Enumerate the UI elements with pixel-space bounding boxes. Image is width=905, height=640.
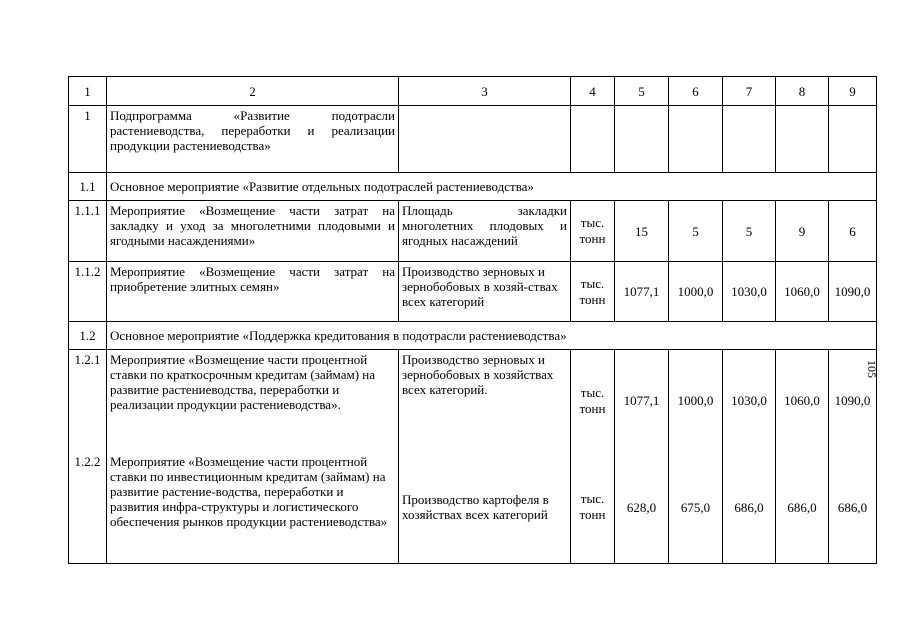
table-row xyxy=(69,350,877,452)
indicator-name: Производство зерновых и зернобобовых в хозяйствах всех категорий. xyxy=(399,350,571,452)
section-row xyxy=(69,173,877,201)
value-cell: 628,0 xyxy=(615,452,669,564)
activity-name: Мероприятие «Возмещение части затрат на приобретение элитных семян» xyxy=(107,262,399,322)
header-cell: 9 xyxy=(829,77,877,106)
value-cell: 1090,0 xyxy=(829,350,877,452)
value-cell: 1077,1 xyxy=(615,262,669,322)
row-number: 1.1.1 xyxy=(69,201,107,262)
header-cell: 1 xyxy=(69,77,107,106)
indicators-table xyxy=(68,76,877,564)
value-cell: 15 xyxy=(615,201,669,262)
activity-name: Мероприятие «Возмещение части процентной ставки по краткосрочным кредитам (займам) на развитие растениеводства, переработки и реализации продукции растениеводства». xyxy=(107,350,399,452)
header-cell: 7 xyxy=(723,77,776,106)
value-cell: 1090,0 xyxy=(829,262,877,322)
unit: тыс. тонн xyxy=(571,350,615,452)
header-row xyxy=(69,77,877,106)
header-cell: 2 xyxy=(107,77,399,106)
value-cell: 686,0 xyxy=(776,452,829,564)
value-cell: 1060,0 xyxy=(776,350,829,452)
value-cell: 5 xyxy=(723,201,776,262)
header-cell: 5 xyxy=(615,77,669,106)
value-cell: 1030,0 xyxy=(723,262,776,322)
page-number: 105 xyxy=(865,360,879,378)
indicator-name: Производство картофеля в хозяйствах всех категорий xyxy=(399,452,571,564)
section-title: Основное мероприятие «Поддержка кредитования в подотрасли растениеводства» xyxy=(107,322,877,350)
header-cell: 6 xyxy=(669,77,723,106)
value-cell: 686,0 xyxy=(829,452,877,564)
row-number: 1.2.1 xyxy=(69,350,107,452)
section-title: Основное мероприятие «Развитие отдельных подотраслей растениеводства» xyxy=(107,173,877,201)
table-row xyxy=(69,106,877,173)
indicator-name: Производство зерновых и зернобобовых в хозяй-ствах всех категорий xyxy=(399,262,571,322)
value-cell: 9 xyxy=(776,201,829,262)
table-row xyxy=(69,452,877,564)
value-cell: 1030,0 xyxy=(723,350,776,452)
header-cell: 3 xyxy=(399,77,571,106)
value-cell: 1000,0 xyxy=(669,262,723,322)
row-number: 1 xyxy=(69,106,107,173)
value-cell: 675,0 xyxy=(669,452,723,564)
activity-name: Подпрограмма «Развитие подотрасли растениеводства, переработки и реализации продукции растениеводства» xyxy=(107,106,399,173)
value-cell: 1060,0 xyxy=(776,262,829,322)
value-cell: 6 xyxy=(829,201,877,262)
section-row xyxy=(69,322,877,350)
unit: тыс. тонн xyxy=(571,452,615,564)
row-number: 1.2.2 xyxy=(69,452,107,564)
value-cell: 1077,1 xyxy=(615,350,669,452)
activity-name: Мероприятие «Возмещение части процентной ставки по инвестиционным кредитам (займам) на развитие растение-водства, переработки и развития инфра-структуры и логистического обеспечения рынков продукции растениеводства» xyxy=(107,452,399,564)
row-number: 1.1 xyxy=(69,173,107,201)
header-cell: 8 xyxy=(776,77,829,106)
value-cell: 1000,0 xyxy=(669,350,723,452)
row-number: 1.2 xyxy=(69,322,107,350)
value-cell: 686,0 xyxy=(723,452,776,564)
value-cell: 5 xyxy=(669,201,723,262)
table-row xyxy=(69,262,877,322)
unit: тыс. тонн xyxy=(571,201,615,262)
header-cell: 4 xyxy=(571,77,615,106)
row-number: 1.1.2 xyxy=(69,262,107,322)
table-row xyxy=(69,201,877,262)
indicator-name: Площадь закладки многолетних плодовых и ягодных насаждений xyxy=(399,201,571,262)
unit: тыс. тонн xyxy=(571,262,615,322)
activity-name: Мероприятие «Возмещение части затрат на закладку и уход за многолетними плодовыми и ягодными насаждениями» xyxy=(107,201,399,262)
